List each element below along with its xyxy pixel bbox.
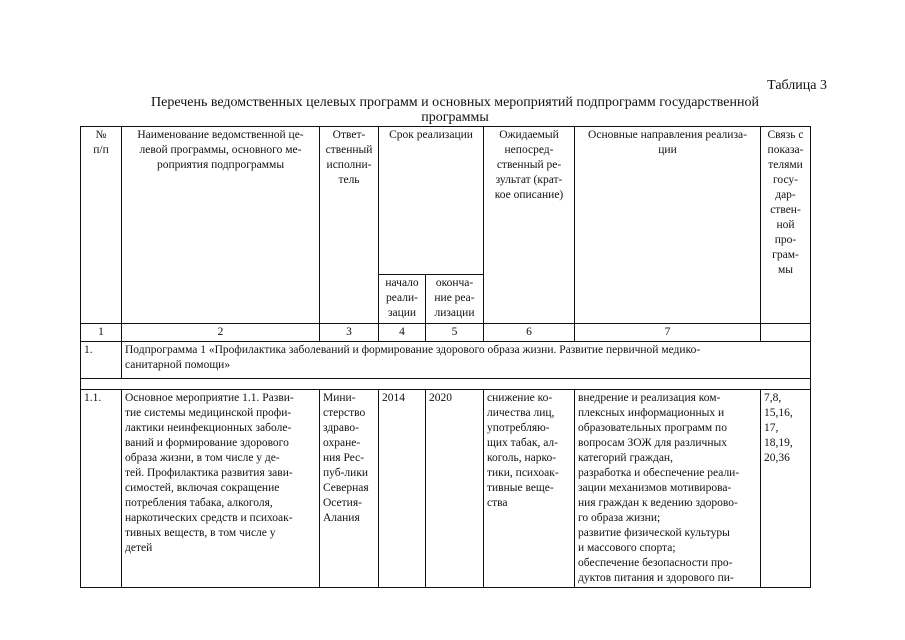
subprogram-title: Подпрограмма 1 «Профилактика заболеваний и формирование здорового образа жизни. Развитие первичной медико- санитарной помощи» [122, 342, 811, 379]
header-executor: Ответ- ственный исполни- тель [320, 127, 379, 324]
row-name: Основное мероприятие 1.1. Разви- тие системы медицинской профи- лактики неинфекционных заболе- ваний и формирование здорового образа жизни, в том числе у де- тей. Профилактика развития зави- симостей, включая сокращение потребления табака, алкоголя, наркотических средств и психоак- тивных веществ, в том числе у детей [122, 390, 320, 588]
table-row [81, 390, 811, 588]
header-period: Срок реализации [379, 127, 484, 275]
column-number: 1 [81, 324, 122, 342]
header-result: Ожидаемый непосред- ственный ре- зультат (крат- кое описание) [484, 127, 575, 324]
row-start: 2014 [379, 390, 426, 588]
column-number: 5 [426, 324, 484, 342]
column-numbers-row [81, 324, 811, 342]
column-number: 6 [484, 324, 575, 342]
column-number: 3 [320, 324, 379, 342]
subprogram-row [81, 342, 811, 379]
header-period-end: оконча- ние реа- лизации [426, 275, 484, 324]
spacer-row [81, 379, 811, 390]
header-num: № п/п [81, 127, 122, 324]
header-link: Связь с показа- телями госу- дар- ствен- ной про- грам- мы [761, 127, 811, 324]
header-row [81, 127, 811, 275]
row-result: снижение ко- личества лиц, употребляю- щих табак, ал- коголь, нарко- тики, психоак- тивные веще- ства [484, 390, 575, 588]
row-directions: внедрение и реализация ком- плексных информационных и образовательных программ по вопросам ЗОЖ для различных категорий граждан, разработка и обеспечение реали- зации механизмов мотивирова- ния граждан к ведению здорово- го образа жизни; развитие физической культуры и массового спорта; обеспечение безопасности про- дуктов питания и здорового пи- [575, 390, 761, 588]
row-end: 2020 [426, 390, 484, 588]
programs-table [80, 126, 811, 588]
column-number: 4 [379, 324, 426, 342]
document-title: Перечень ведомственных целевых программ и основных мероприятий подпрограмм государственной программы [151, 95, 759, 125]
subprogram-num: 1. [81, 342, 122, 379]
header-period-start: начало реали- зации [379, 275, 426, 324]
column-number: 7 [575, 324, 761, 342]
table-number-label: Таблица 3 [767, 78, 827, 93]
spacer-cell [81, 379, 811, 390]
header-name: Наименование ведомственной це- левой программы, основного ме- роприятия подпрограммы [122, 127, 320, 324]
row-executor: Мини- стерство здраво- охране- ния Рес- пуб-лики Северная Осетия- Алания [320, 390, 379, 588]
row-num: 1.1. [81, 390, 122, 588]
column-number: 2 [122, 324, 320, 342]
column-number [761, 324, 811, 342]
header-directions: Основные направления реализа- ции [575, 127, 761, 324]
row-link: 7,8, 15,16, 17, 18,19, 20,36 [761, 390, 811, 588]
